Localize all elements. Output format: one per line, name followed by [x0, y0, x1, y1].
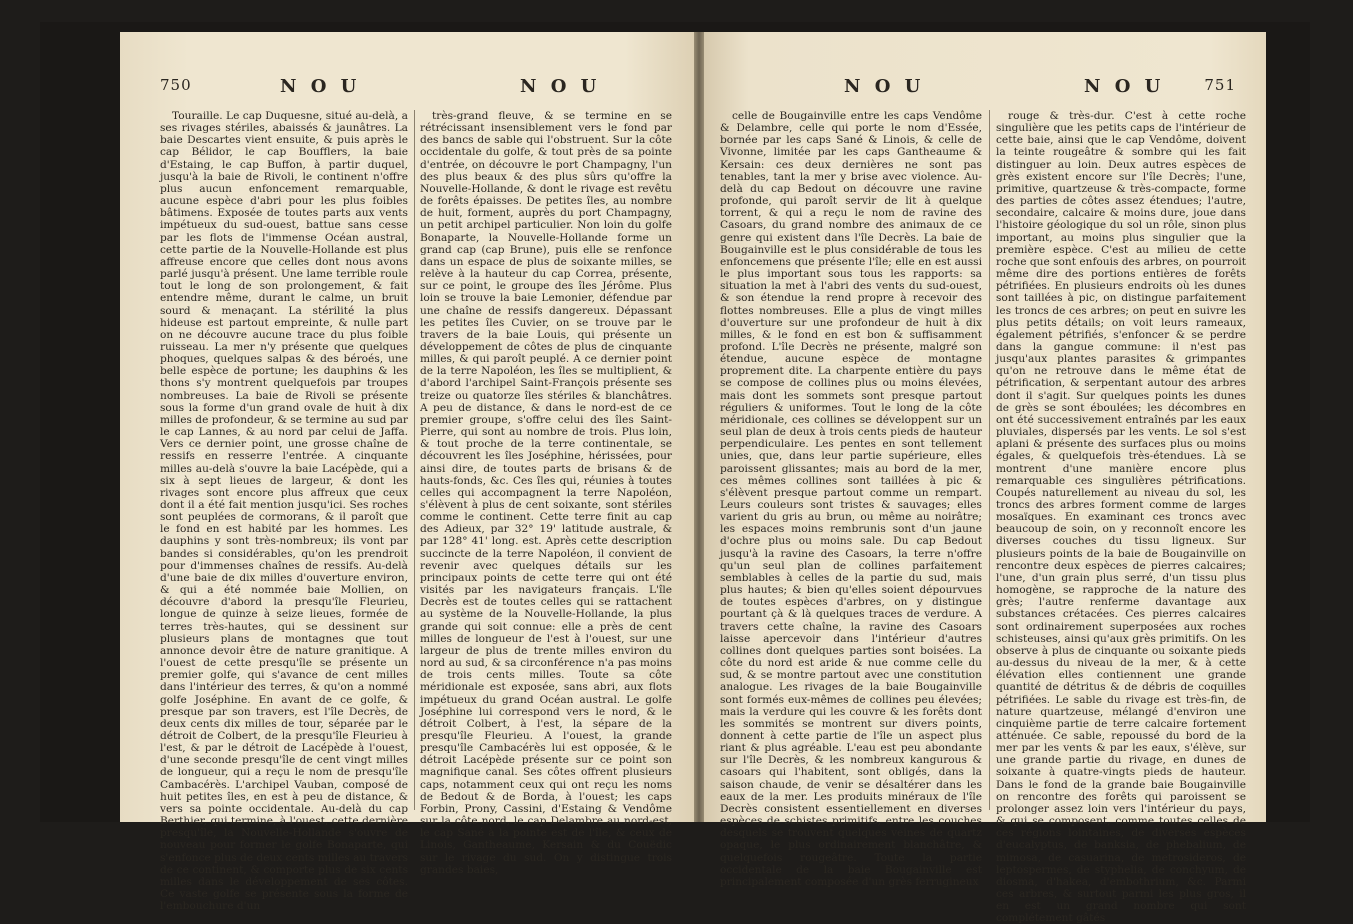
left-page-column-2	[420, 110, 672, 876]
left-page	[120, 32, 694, 913]
left-column-2-text: très-grand fleuve, & se termine en se rétrécissant insensiblement vers le fond par des bancs de sable qui l'obstruent. Sur la côte occidentale du golfe, & tout près de sa pointe d'entrée, on découvre le port Champagny, l'un des plus beaux & des plus sûrs qu'offre la Nouvelle-Hollande, & dont le rivage est revêtu de forêts épaisses. De petites îles, au nombre de huit, forment, auprès du port Champagny, un petit archipel particulier. Non loin du golfe Bonaparte, la Nouvelle-Hollande forme un grand cap (cap Brune), puis elle se renfonce dans un espace de plus de soixante milles, se relève à la hauteur du cap Correa, présente, sur ce point, le groupe des îles Jérôme. Plus loin se trouve la baie Lemonier, défendue par une chaîne de ressifs dangereux. Dépassant les petites îles Cuvier, on se trouve par le travers de la baie Louis, qui présente un développement de côtes de plus de cinquante milles, & qui paroît peuplé. A ce dernier point de la terre Napoléon, les îles se multiplient, & d'abord l'archipel Saint-François présente ses treize ou quatorze îles stériles & blanchâtres. A peu de distance, & dans le nord-est de ce premier groupe, s'offre celui des îles Saint-Pierre, qui sont au nombre de trois. Plus loin, & tout proche de la terre continentale, se découvrent les îles Joséphine, hérissées, pour ainsi dire, de toutes parts de brisans & de hauts-fonds, &c. Ces îles qui, réunies à toutes celles qui accompagnent la terre Napoléon, s'élèvent à plus de cent soixante, sont stériles comme le continent. Cette terre finit au cap des Adieux, par 32° 19' latitude australe, & par 128° 41' long. est. Après cette description succincte de la terre Napoléon, il convient de revenir avec quelques détails sur les principaux points de cette terre qui ont été visités par les navigateurs français. L'île Decrès est de toutes celles qui se rattachent au système de la Nouvelle-Hollande, la plus grande qui soit connue: elle a près de cent milles de longueur de l'est à l'ouest, sur une largeur de plus de trente milles environ du nord au sud, & sa circonférence n'a pas moins de trois cents milles. Toute sa côte méridionale est exposée, sans abri, aux flots impétueux du grand Océan austral. Le golfe Joséphine lui correspond vers le nord, & le détroit Colbert, à l'est, la sépare de la presqu'île Fleurieu. A l'ouest, la grande presqu'île Cambacérès lui est opposée, & le détroit Lacépède présente sur ce point son magnifique canal. Ses côtes offrent plusieurs caps, notamment ceux qui ont reçu les noms de Bedout & de Borda, à l'ouest; les caps Forbin, Prony, Cassini, d'Estaing & Vendôme sur la côte nord, le cap Delambre au nord-est, le cap Sané à la pointe est de l'île, & ceux de Linois, Gantheaume, Kersain & du Couëdic sur le rivage du sud. On y distingue trois grandes baies,	[420, 110, 672, 876]
right-page-header	[744, 76, 1236, 102]
left-column-1-text: Touraille. Le cap Duquesne, situé au-delà, a ses rivages stériles, abaissés & jaunâtres. La baie Descartes vient ensuite, & puis après le cap Bélidor, le cap Boufflers, la baie d'Estaing, le cap Buffon, à partir duquel, jusqu'à la baie de Rivoli, le continent n'offre plus aucun enfoncement remarquable, aucune espèce d'abri pour les plus foibles bâtimens. Exposée de toutes parts aux vents impétueux du sud-ouest, battue sans cesse par les flots de l'immense Océan austral, cette partie de la Nouvelle-Hollande est plus affreuse encore que celles dont nous avons parlé jusqu'à présent. Une lame terrible roule tout le long de son prolongement, & fait entendre même, durant le calme, un bruit sourd & menaçant. La stérilité la plus hideuse est partout empreinte, & nulle part on ne découvre aucune trace du plus foible ruisseau. La mer n'y présente que quelques phoques, quelques salpas & des béroés, une belle espèce de portune; les dauphins & les thons s'y montrent quelquefois par troupes nombreuses. La baie de Rivoli se présente sous la forme d'un grand ovale de huit à dix milles de profondeur, & se termine au sud par le cap Lannes, & au nord par celui de Jaffa. Vers ce dernier point, une grosse chaîne de ressifs en resserre l'entrée. A cinquante milles au-delà s'ouvre la baie Lacépède, qui a six à sept lieues de largeur, & dont les rivages sont encore plus affreux que ceux dont il a été fait mention jusqu'ici. Ses roches sont peuplées de cormorans, & il paroît que le fond en est habité par les hommes. Les dauphins y sont très-nombreux; ils vont par bandes si considérables, qu'on les prendroit pour d'immenses chaînes de ressifs. Au-delà d'une baie de dix milles d'ouverture environ, & qui a été nommée baie Mollien, on découvre d'abord la presqu'île Fleurieu, longue de quinze à seize lieues, formée de terres très-hautes, qui se dessinent sur plusieurs plans de montagnes que tout annonce devoir être de nature granitique. A l'ouest de cette presqu'île se présente un premier golfe, qui s'avance de cent milles dans l'intérieur des terres, & qu'on a nommé golfe Joséphine. En avant de ce golfe, & presque par son travers, est l'île Decrès, de deux cents dix milles de tour, séparée par le détroit de Colbert, de la presqu'île Fleurieu à l'est, & par le détroit de Lacépède à l'ouest, d'une seconde presqu'île de cent vingt milles de longueur, qui a reçu le nom de presqu'île Cambacérès. L'archipel Vauban, composé de huit petites îles, en est à peu de distance, & vers sa pointe occidentale. Au-delà du cap Berthier, qui termine, à l'ouest, cette dernière presqu'île, la Nouvelle-Hollande s'ouvre de nouveau pour former le golfe Bonaparte, qui s'enfonce plus de deux cents milles au travers de ce continent, & comporte plus de six cents milles dans le développement de ses côtes. Ce vaste golfe se présente sous la forme de l'embouchure d'un	[160, 110, 408, 913]
left-running-head-2: N O U	[520, 76, 601, 97]
right-column-1-text: celle de Bougainville entre les caps Vendôme & Delambre, celle qui porte le nom d'Essée, bornée par les caps Sané & Linois, & celle de Vivonne, limitée par les caps Gantheaume & Kersain: ces deux dernières ne sont pas tenables, tant la mer y brise avec violence. Au-delà du cap Bedout on découvre une ravine profonde, qui paroît servir de lit à quelque torrent, & qui a reçu le nom de ravine des Casoars, du grand nombre des animaux de ce genre qui existent dans l'île Decrès. La baie de Bougainville est le plus considérable de tous les enfoncemens que présente l'île; elle en est aussi le plus important sous tous les rapports: sa situation la met à l'abri des vents du sud-ouest, & son étendue la rend propre à recevoir des flottes nombreuses. Elle a plus de vingt milles d'ouverture sur une profondeur de huit à dix milles, & le fond en est bon & suffisamment profond. L'île Decrès ne présente, malgré son étendue, aucune espèce de montagne proprement dite. La charpente entière du pays se compose de collines plus ou moins élevées, mais dont les sommets sont presque partout réguliers & uniformes. Tout le long de la côte méridionale, ces collines se développent sur un seul plan de deux à trois cents pieds de hauteur perpendiculaire. Les pentes en sont tellement unies, que, dans leur partie supérieure, elles paroissent glissantes; mais au bord de la mer, ces mêmes collines sont taillées à pic & s'élèvent presque partout comme un rempart. Leurs couleurs sont tristes & sauvages; elles varient du gris au brun, ou même au noirâtre; les espaces moins rembrunis sont d'un jaune d'ochre plus ou moins sale. Du cap Bedout jusqu'à la ravine des Casoars, la terre n'offre qu'un seul plan de collines parfaitement semblables à celles de la partie du sud, mais plus hautes; & bien qu'elles soient dépourvues de toutes espèces d'arbres, on y distingue pourtant çà & là quelques traces de verdure. A travers cette chaîne, la ravine des Casoars laisse apercevoir dans l'intérieur d'autres collines dont quelques parties sont boisées. La côte du nord est aride & nue comme celle du sud, & se montre partout avec une constitution analogue. Les rivages de la baie Bougainville sont formés eux-mêmes de collines peu élevées; mais la verdure qui les couvre & les forêts dont les sommités se montrent sur divers points, donnent à cette partie de l'île un aspect plus riant & plus agréable. L'eau est peu abondante sur l'île Decrès, & les nombreux kangurous & casoars qui l'habitent, sont obligés, dans la saison chaude, de venir se désaltérer dans les eaux de la mer. Les produits minéraux de l'île Decrès consistent essentiellement en diverses espèces de schistes primitifs, entre les couches desquels se trouvent quelques veines de quartz opaque, le plus ordinairement blanchâtre, & quelquefois rougeâtre. Toute la partie occidentale de la baie Bougainville est principalement composée d'un grès ferrugineux	[720, 110, 982, 888]
left-column-rule	[414, 110, 415, 810]
left-page-column-1	[160, 110, 408, 913]
right-running-head-1: N O U	[844, 76, 925, 97]
left-page-number: 750	[160, 76, 192, 94]
right-running-head-2: N O U	[1084, 76, 1165, 97]
left-running-head-1: N O U	[280, 76, 361, 97]
right-column-rule	[989, 110, 990, 810]
right-page-column-1	[720, 110, 982, 888]
right-page-number: 751	[1204, 76, 1236, 94]
right-page-column-2	[996, 110, 1246, 924]
left-page-header	[160, 76, 664, 102]
right-page	[704, 32, 1266, 924]
right-column-2-text: rouge & très-dur. C'est à cette roche singulière que les petits caps de l'intérieur de cette baie, ainsi que le cap Vendôme, doivent la teinte rougeâtre & sombre qui les fait distinguer au loin. Deux autres espèces de grès existent encore sur l'île Decrès; l'une, primitive, quartzeuse & très-compacte, forme des parties de côtes assez étendues; l'autre, secondaire, calcaire & moins dure, joue dans l'histoire géologique du sol un rôle, sinon plus important, au moins plus singulier que la première espèce. C'est au milieu de cette roche que sont enfouis des arbres, on pourroit même dire des portions entières de forêts pétrifiées. En plusieurs endroits où les dunes sont taillées à pic, on distingue parfaitement les troncs de ces arbres; on peut en suivre les plus petits détails; on voit leurs rameaux, également pétrifiés, s'enfoncer & se perdre dans la gangue commune: il n'est pas jusqu'aux plantes parasites & grimpantes qu'on ne retrouve dans le même état de pétrification, & serpentant autour des arbres dont il s'agit. Sur quelques points les dunes de grès se sont éboulées; les décombres en ont été successivement entraînés par les eaux pluviales, dispersés par les vents. Le sol s'est aplani & présente des surfaces plus ou moins égales, & quelquefois très-étendues. Là se montrent d'une manière encore plus remarquable ces singulières pétrifications. Coupés naturellement au niveau du sol, les troncs des arbres forment comme de larges mosaïques. En examinant ces troncs avec beaucoup de soin, on y reconnoît encore les diverses couches du tissu ligneux. Sur plusieurs points de la baie de Bougainville on rencontre deux espèces de pierres calcaires; l'une, d'un grain plus serré, d'un tissu plus homogène, se rapproche de la nature des grès; l'autre renferme davantage aux substances crétacées. Ces pierres calcaires sont ordinairement superposées aux roches schisteuses, ainsi qu'aux grès primitifs. On les observe à plus de cinquante ou soixante pieds au-dessus du niveau de la mer, & à cette élévation elles contiennent une grande quantité de détritus & de débris de coquilles pétrifiées. Le sable du rivage est très-fin, de nature quartzeuse, mélangé d'environ une cinquième partie de terre calcaire fortement atténuée. Ce sable, repoussé du bord de la mer par les vents & par les eaux, s'élève, sur une grande partie du rivage, en dunes de soixante à quatre-vingts pieds de hauteur. Dans le fond de la grande baie Bougainville on rencontre des forêts qui paroissent se prolonger assez loin vers l'intérieur du pays, & qui se composent, comme toutes celles de ces régions lointaines, de diverses espèces d'eucalyptus, de banksia, de phebalium, de mimosa, de casuarina, de metrosideros, de leptospermes, de styphelia, de conchyum, de diosma, d'hakea, d'embothrium, &c. Parmi ces arbres, & surtout parmi les plus gros, il en est un grand nombre qui sont complétement gâtés	[996, 110, 1246, 924]
